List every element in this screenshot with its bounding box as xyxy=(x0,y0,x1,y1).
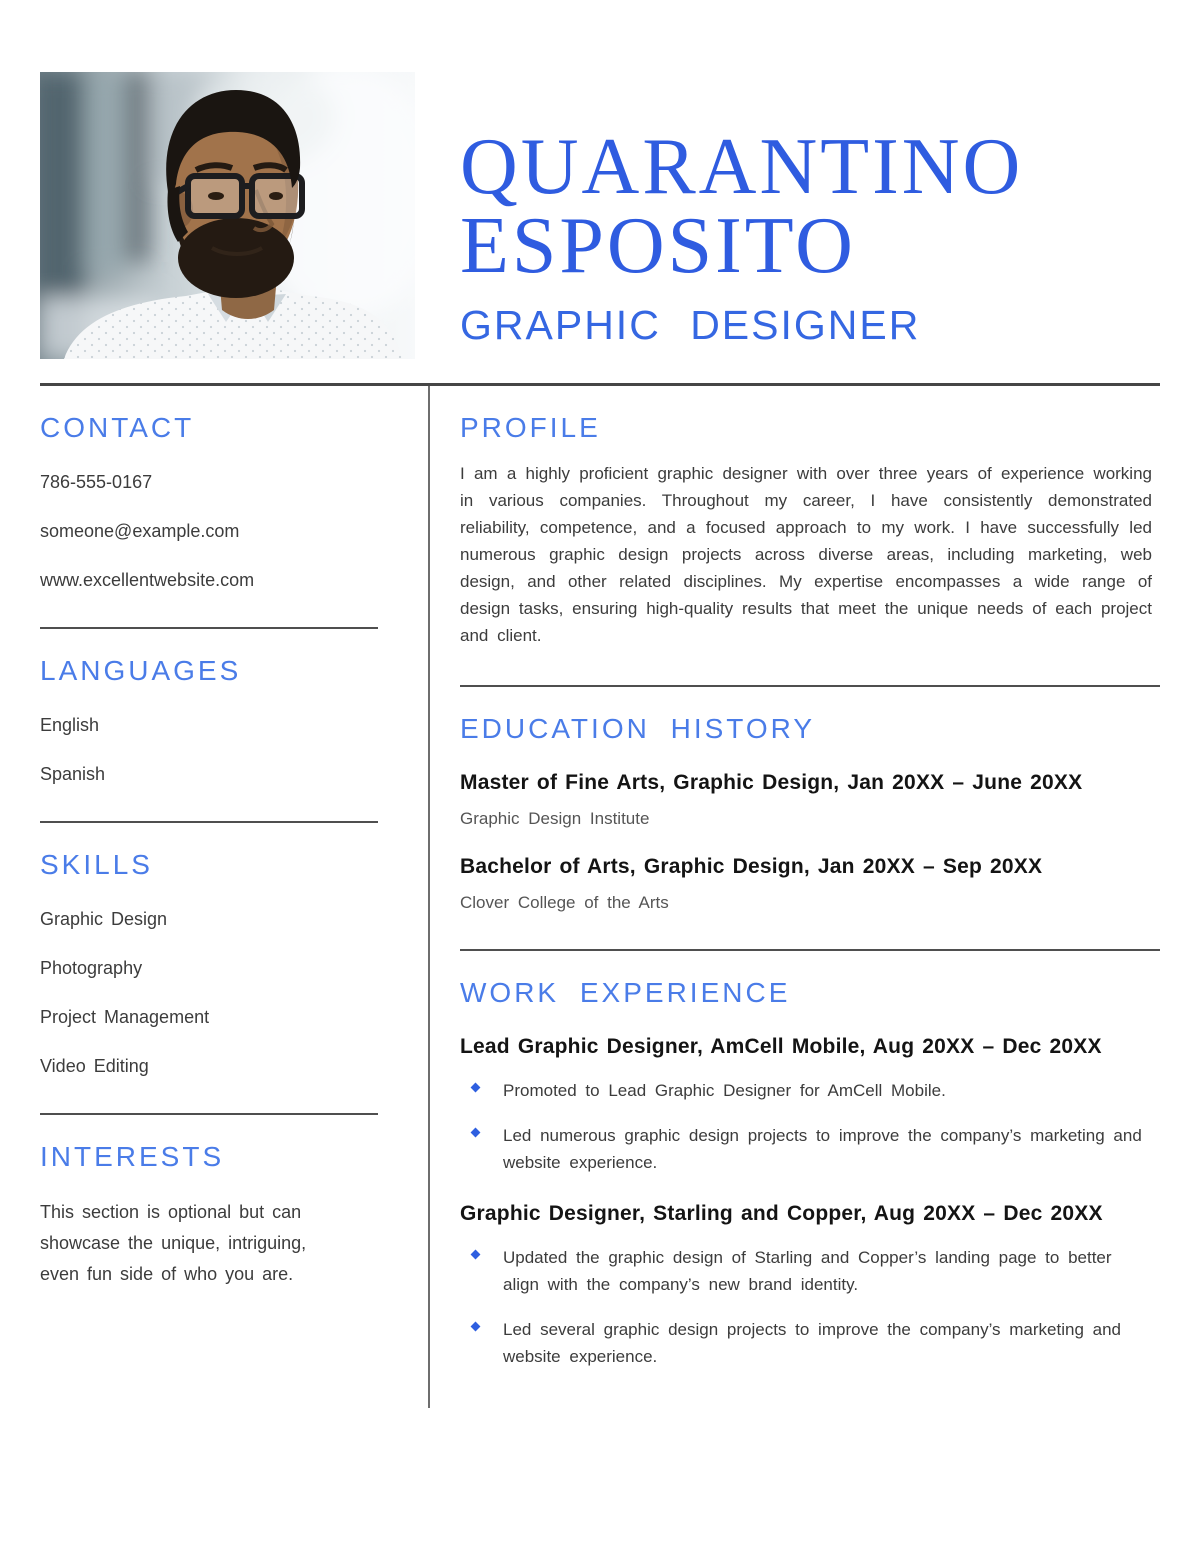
skill-item: Video Editing xyxy=(40,1056,149,1076)
profile-section xyxy=(460,412,1160,649)
work-bullet-list xyxy=(460,1077,1160,1176)
skill-item: Photography xyxy=(40,958,143,978)
sidebar-divider xyxy=(40,627,378,629)
language-item: Spanish xyxy=(40,764,106,784)
bullet-diamond-icon xyxy=(471,1250,481,1260)
language-item: English xyxy=(40,715,100,735)
skill-item: Project Management xyxy=(40,1007,210,1027)
work-bullet-text: Promoted to Lead Graphic Designer for AmCell Mobile. xyxy=(503,1081,946,1100)
job-title: GRAPHIC DESIGNER xyxy=(460,302,921,348)
bullet-diamond-icon xyxy=(471,1322,481,1332)
main-divider xyxy=(460,949,1160,951)
skill-item: Graphic Design xyxy=(40,909,168,929)
work-bullet-text: Updated the graphic design of Starling and Copper’s landing page to better align with the company’s new brand identity. xyxy=(503,1248,1112,1294)
main-column xyxy=(430,386,1160,1408)
education-entry-school: Graphic Design Institute xyxy=(460,809,650,828)
work-bullet xyxy=(460,1316,1160,1370)
profile-heading: PROFILE xyxy=(460,412,601,443)
main-divider xyxy=(460,685,1160,687)
sidebar-divider xyxy=(40,821,378,823)
profile-photo xyxy=(40,72,415,359)
languages-heading: LANGUAGES xyxy=(40,655,242,686)
work-bullet xyxy=(460,1244,1160,1298)
contact-section xyxy=(40,412,378,591)
bullet-diamond-icon xyxy=(471,1083,481,1093)
contact-heading: CONTACT xyxy=(40,412,195,443)
work-bullet-text: Led several graphic design projects to improve the company’s marketing and website experience. xyxy=(503,1320,1121,1366)
work-bullet xyxy=(460,1122,1160,1176)
work-entry xyxy=(460,1202,1160,1370)
education-entry-title: Master of Fine Arts, Graphic Design, Jan 20XX – June 20XX xyxy=(460,771,1083,794)
languages-section xyxy=(40,655,378,785)
interests-section xyxy=(40,1141,378,1290)
work-entry xyxy=(460,1035,1160,1176)
education-entry-school: Clover College of the Arts xyxy=(460,893,669,912)
skills-section xyxy=(40,849,378,1077)
sidebar-divider xyxy=(40,1113,378,1115)
work-entry-title: Lead Graphic Designer, AmCell Mobile, Aug 20XX – Dec 20XX xyxy=(460,1035,1102,1058)
name-block xyxy=(460,123,1024,349)
work-bullet-list xyxy=(460,1244,1160,1370)
education-entry-title: Bachelor of Arts, Graphic Design, Jan 20XX – Sep 20XX xyxy=(460,855,1043,878)
profile-text: I am a highly proficient graphic designer with over three years of experience working in various companies. Throughout my career, I have consistently demonstrated reliability, competence, and a focused approach to my work. I have successfully led numerous graphic design projects across diverse areas, including marketing, web design, and other related disciplines. My expertise encompasses a wide range of design tasks, ensuring high-quality results that meet the unique needs of each project and client. xyxy=(460,464,1152,645)
content-columns xyxy=(0,386,1200,1408)
interests-heading: INTERESTS xyxy=(40,1141,225,1172)
education-heading: EDUCATION HISTORY xyxy=(460,713,816,744)
work-entry-title: Graphic Designer, Starling and Copper, Aug 20XX – Dec 20XX xyxy=(460,1202,1103,1225)
work-bullet xyxy=(460,1077,1160,1104)
work-section xyxy=(460,977,1160,1370)
work-heading: WORK EXPERIENCE xyxy=(460,977,791,1008)
interests-text: This section is optional but can showcase the unique, intriguing, even fun side of who you are. xyxy=(40,1202,307,1284)
last-name: ESPOSITO xyxy=(460,202,856,290)
sidebar xyxy=(40,386,378,1408)
first-name: QUARANTINO xyxy=(460,123,1024,211)
header xyxy=(0,0,1200,383)
work-bullet-text: Led numerous graphic design projects to improve the company’s marketing and website experience. xyxy=(503,1126,1142,1172)
phone-number: 786-555-0167 xyxy=(40,472,153,492)
website-url: www.excellentwebsite.com xyxy=(40,570,255,590)
email-address: someone@example.com xyxy=(40,521,240,541)
bullet-diamond-icon xyxy=(471,1128,481,1138)
portrait-illustration xyxy=(40,72,415,359)
education-section xyxy=(460,713,1160,913)
skills-heading: SKILLS xyxy=(40,849,153,880)
education-entry xyxy=(460,771,1160,829)
education-entry xyxy=(460,855,1160,913)
